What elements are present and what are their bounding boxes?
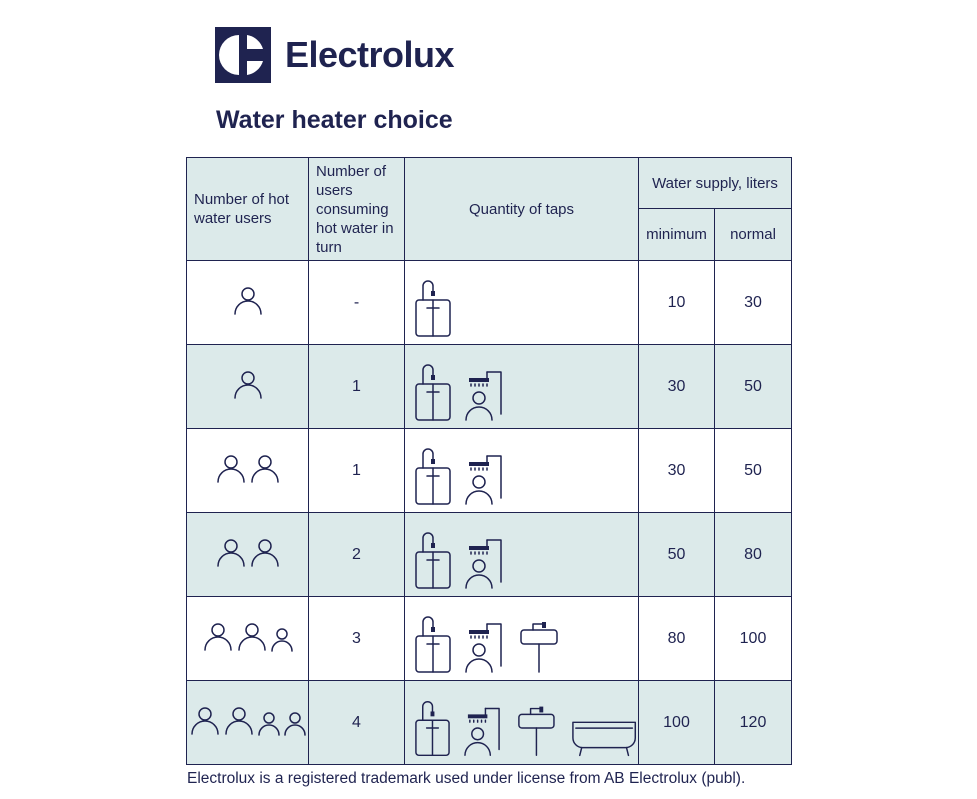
taps-cell — [405, 429, 639, 513]
user-icon — [270, 626, 294, 652]
bathtub-icon — [570, 710, 638, 758]
users-icon-group — [232, 368, 264, 400]
washbasin-icon — [515, 700, 558, 758]
users-cell — [187, 513, 309, 597]
table-row — [187, 597, 792, 681]
users-icon-group — [232, 284, 264, 316]
taps-cell — [405, 513, 639, 597]
header-taps: Quantity of taps — [405, 158, 639, 261]
in-turn-cell: 1 — [309, 345, 405, 429]
shower-icon — [465, 616, 505, 674]
user-icon — [223, 704, 255, 736]
sink-icon — [413, 616, 453, 674]
minimum-cell: 100 — [639, 681, 715, 765]
sink-icon — [413, 280, 453, 338]
users-cell — [187, 261, 309, 345]
header-minimum: minimum — [639, 209, 715, 261]
header-users-in-turn: Number of users consuming hot water in turn — [309, 158, 405, 261]
users-icon-group — [189, 704, 307, 736]
minimum-cell: 50 — [639, 513, 715, 597]
users-icon-group — [202, 620, 294, 652]
users-cell — [187, 681, 309, 765]
user-icon — [249, 536, 281, 568]
minimum-cell: 30 — [639, 429, 715, 513]
shower-icon — [465, 448, 505, 506]
in-turn-cell: 4 — [309, 681, 405, 765]
table-row — [187, 261, 792, 345]
table-row — [187, 681, 792, 765]
in-turn-cell: 2 — [309, 513, 405, 597]
users-cell — [187, 429, 309, 513]
taps-cell — [405, 261, 639, 345]
users-icon-group — [215, 536, 281, 568]
user-icon — [236, 620, 268, 652]
users-icon-group — [215, 452, 281, 484]
user-icon — [232, 284, 264, 316]
minimum-cell: 10 — [639, 261, 715, 345]
users-cell — [187, 345, 309, 429]
table-row — [187, 345, 792, 429]
normal-cell: 120 — [715, 681, 792, 765]
sink-icon — [413, 448, 453, 506]
user-icon — [215, 536, 247, 568]
user-icon — [232, 368, 264, 400]
minimum-cell: 30 — [639, 345, 715, 429]
table-row — [187, 513, 792, 597]
normal-cell: 100 — [715, 597, 792, 681]
sink-icon — [413, 364, 453, 422]
sink-icon — [413, 532, 453, 590]
user-icon — [249, 452, 281, 484]
normal-cell: 50 — [715, 345, 792, 429]
water-heater-table — [186, 157, 792, 765]
shower-icon — [464, 700, 503, 758]
sink-icon — [413, 700, 452, 758]
shower-icon — [465, 532, 505, 590]
trademark-footer: Electrolux is a registered trademark used under license from AB Electrolux (publ). — [187, 770, 746, 787]
taps-cell — [405, 345, 639, 429]
normal-cell: 30 — [715, 261, 792, 345]
minimum-cell: 80 — [639, 597, 715, 681]
header-water-supply: Water supply, liters — [639, 158, 792, 209]
user-icon — [202, 620, 234, 652]
taps-cell — [405, 681, 639, 765]
normal-cell: 80 — [715, 513, 792, 597]
taps-cell — [405, 597, 639, 681]
user-icon — [189, 704, 221, 736]
header-users: Number of hot water users — [187, 158, 309, 261]
shower-icon — [465, 364, 505, 422]
in-turn-cell: 3 — [309, 597, 405, 681]
table-body — [187, 261, 792, 765]
page-title: Water heater choice — [216, 106, 453, 134]
electrolux-logo-icon — [215, 27, 271, 83]
washbasin-icon — [517, 616, 561, 674]
brand-logo — [215, 27, 454, 83]
brand-name: Electrolux — [285, 34, 455, 75]
header-normal: normal — [715, 209, 792, 261]
normal-cell: 50 — [715, 429, 792, 513]
user-icon — [215, 452, 247, 484]
user-icon — [283, 710, 307, 736]
table-row — [187, 429, 792, 513]
in-turn-cell: - — [309, 261, 405, 345]
in-turn-cell: 1 — [309, 429, 405, 513]
users-cell — [187, 597, 309, 681]
user-icon — [257, 710, 281, 736]
